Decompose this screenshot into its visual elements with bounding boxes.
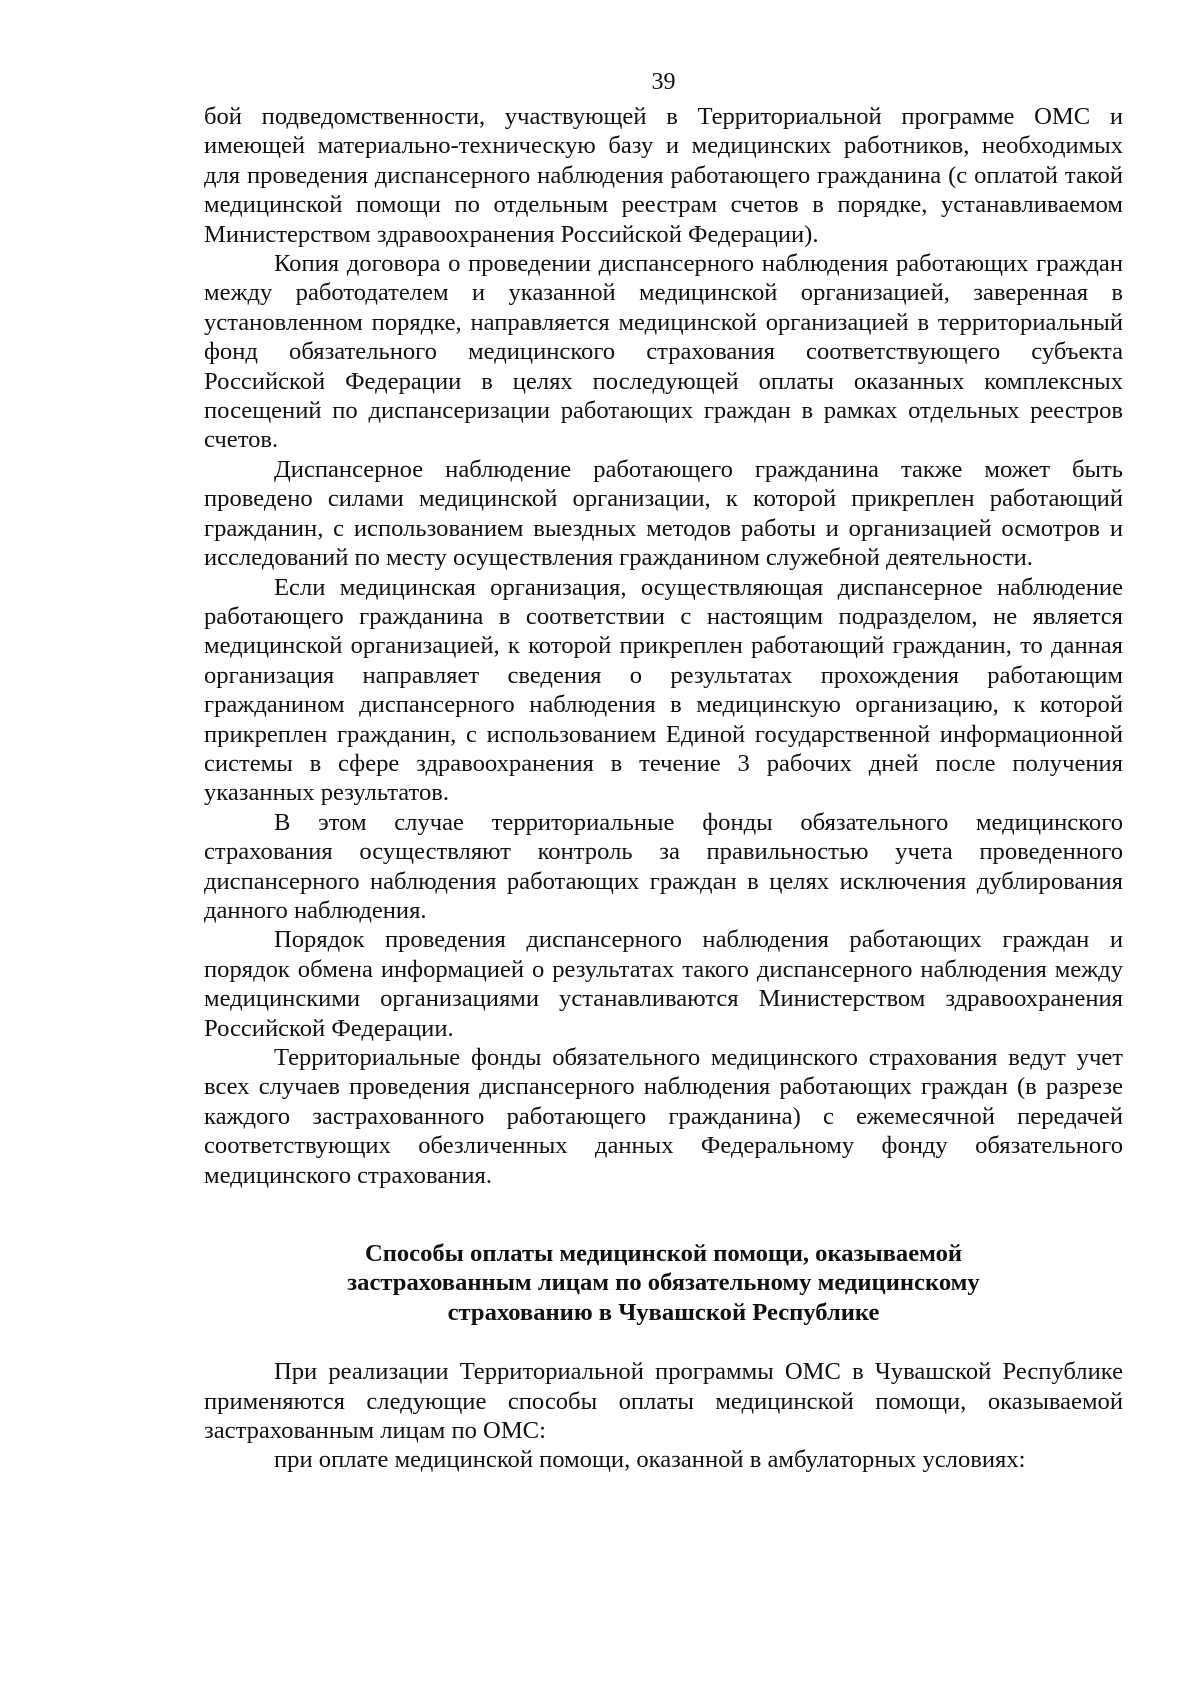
section-heading-line-3: страхованию в Чувашской Республике	[447, 1298, 880, 1326]
paragraph-payment-methods-intro: При реализации Территориальной программы ОМС в Чувашской Республике применяются следующие способы оплаты медицинской помощи, оказываемой застрахованным лицам по ОМС:	[204, 1358, 1123, 1445]
paragraph-other-org-reporting: Если медицинская организация, осуществляющая диспансерное наблюдение работающего гражданина в соответствии с настоящим подразделом, не является медицинской организацией, к которой прикреплен работающий гражданин, то данная организация направляет сведения о результатах прохождения работающим гражданином диспансерного наблюдения в медицинскую организацию, к которой прикреплен гражданин, с использованием Единой государственной информационной системы в сфере здравоохранения в течение 3 рабочих дней после получения указанных результатов.	[204, 573, 1123, 807]
page-number: 39	[651, 69, 676, 95]
paragraph-outpatient-payment: при оплате медицинской помощи, оказанной в амбулаторных условиях:	[274, 1446, 1026, 1474]
paragraph-procedure: Порядок проведения диспансерного наблюдения работающих граждан и порядок обмена информацией о результатах такого диспансерного наблюдения между медицинскими организациями устанавливаются Министерством здравоохранения Российской Федерации.	[204, 926, 1123, 1042]
section-heading	[204, 1239, 1123, 1327]
section-heading-line-1: Способы оплаты медицинской помощи, оказываемой	[364, 1240, 963, 1268]
paragraph-contract-copy: Копия договора о проведении диспансерного наблюдения работающих граждан между работодателем и указанной медицинской организацией, заверенная в установленном порядке, направляется медицинской организацией в территориальный фонд обязательного медицинского страхования соответствующего субъекта Российской Федерации в целях последующей оплаты оказанных комплексных посещений по диспансеризации работающих граждан в рамках отдельных реестров счетов.	[204, 250, 1123, 454]
paragraph-accounting: Территориальные фонды обязательного медицинского страхования ведут учет всех случаев проведения диспансерного наблюдения работающих граждан (в разрезе каждого застрахованного работающего гражданина) с ежемесячной передачей соответствующих обезличенных данных Федеральному фонду обязательного медицинского страхования.	[204, 1044, 1123, 1189]
paragraph-fund-control: В этом случае территориальные фонды обязательного медицинского страхования осуществляют контроль за правильностью учета проведенного диспансерного наблюдения работающих граждан в целях исключения дублирования данного наблюдения.	[204, 808, 1123, 924]
paragraph-observation-by-attached-org: Диспансерное наблюдение работающего гражданина также может быть проведено силами медицинской организации, к которой прикреплен работающий гражданин, с использованием выездных методов работы и организацией осмотров и исследований по месту осуществления гражданином служебной деятельности.	[204, 455, 1123, 572]
paragraph-continuation: бой подведомственности, участвующей в Территориальной программе ОМС и имеющей материально-техническую базу и медицинских работников, необходимых для проведения диспансерного наблюдения работающего гражданина (с оплатой такой медицинской помощи по отдельным реестрам счетов в порядке, устанавливаемом Министерством здравоохранения Российской Федерации).	[204, 103, 1123, 248]
document-page	[204, 68, 1123, 1475]
section-heading-line-2: застрахованным лицам по обязательному медицинскому	[347, 1269, 980, 1297]
